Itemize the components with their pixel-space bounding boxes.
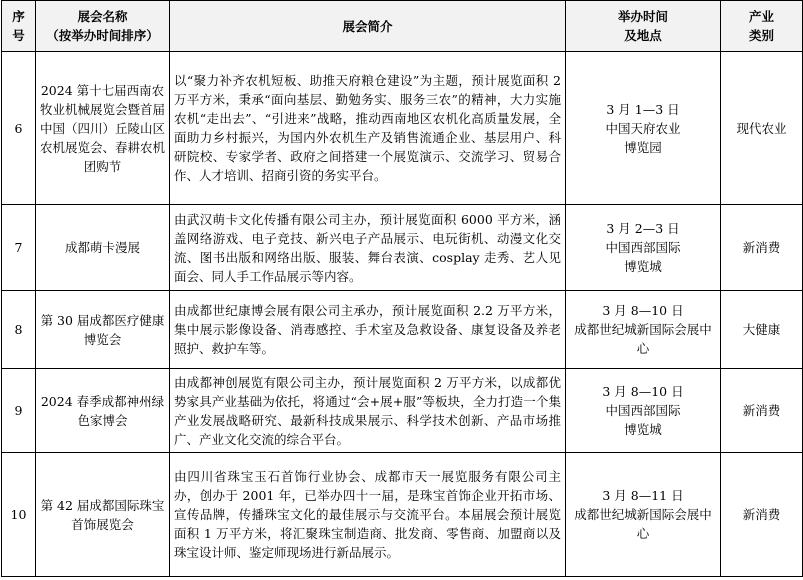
row-name: 成都萌卡漫展 — [36, 205, 170, 291]
header-category: 产业 类别 — [721, 1, 803, 52]
row-name: 2024 第十七届西南农牧业机械展览会暨首届中国（四川）丘陵山区农机展览会、春耕农机团购节 — [36, 52, 170, 205]
row-intro: 由成都世纪康博会展有限公司主承办，预计展览面积 2.2 万平方米，集中展示影像设备、消毒感控、手术室及急救设备、康复设备及养老照护、救护车等。 — [170, 291, 566, 369]
row-time-place: 3 月 8—11 日 成都世纪城新国际会展中心 — [566, 453, 721, 577]
row-no: 10 — [2, 453, 36, 577]
row-no: 8 — [2, 291, 36, 369]
row-name: 2024 春季成都神州绿色家博会 — [36, 369, 170, 453]
row-category: 大健康 — [721, 291, 803, 369]
row-intro: 由武汉萌卡文化传播有限公司主办，预计展览面积 6000 平方米，涵盖网络游戏、电子竞技、新兴电子产品展示、电玩街机、动漫文化交流、图书出版和网络出版、服装、舞台表演、cosplay 走秀、艺人见面会、同人手工作品展示等内容。 — [170, 205, 566, 291]
header-no: 序 号 — [2, 1, 36, 52]
row-intro: 由成都神创展览有限公司主办，预计展览面积 2 万平方米，以成都优势家具产业基础为依托，将通过“会+展+服”等板块，全力打造一个集产业发展战略研究、最新科技成果展示、科学技术创新、产品市场推广、产业文化交流的综合平台。 — [170, 369, 566, 453]
table-row — [2, 291, 803, 369]
row-intro: 由四川省珠宝玉石首饰行业协会、成都市天一展览服务有限公司主办，创办于 2001 年，已举办四十一届，是珠宝首饰企业开拓市场、宣传品牌，传播珠宝文化的最佳展示与交流平台。本届展会预计展览面积 1 万平方米，将汇聚珠宝制造商、批发商、零售商、加盟商以及珠宝设计师、鉴定师现场进行新品展示。 — [170, 453, 566, 577]
table-row — [2, 205, 803, 291]
table-header-row — [2, 1, 803, 52]
row-category: 现代农业 — [721, 52, 803, 205]
row-category: 新消费 — [721, 369, 803, 453]
header-intro: 展会简介 — [170, 1, 566, 52]
row-no: 6 — [2, 52, 36, 205]
header-name: 展会名称 （按举办时间排序） — [36, 1, 170, 52]
row-no: 7 — [2, 205, 36, 291]
header-time-place: 举办时间 及地点 — [566, 1, 721, 52]
table-row — [2, 52, 803, 205]
expo-schedule-table — [1, 0, 803, 577]
row-name: 第 42 届成都国际珠宝首饰展览会 — [36, 453, 170, 577]
row-time-place: 3 月 1—3 日 中国天府农业 博览园 — [566, 52, 721, 205]
table-row — [2, 453, 803, 577]
row-time-place: 3 月 8—10 日 成都世纪城新国际会展中心 — [566, 291, 721, 369]
row-category: 新消费 — [721, 453, 803, 577]
row-time-place: 3 月 8—10 日 中国西部国际 博览城 — [566, 369, 721, 453]
row-time-place: 3 月 2—3 日 中国西部国际 博览城 — [566, 205, 721, 291]
row-intro: 以“聚力补齐农机短板、助推天府粮仓建设”为主题，预计展览面积 2 万平方米，秉承“面向基层、勤勉务实、服务三农”的精神，大力实施农机“走出去”、“引进来”战略，推动西南地区农机化高质量发展，全面助力乡村振兴，为国内外农机生产及销售流通企业、基层用户、科研院校、专家学者、政府之间搭建一个展览演示、交流学习、贸易合作、人才培训、招商引资的务实平台。 — [170, 52, 566, 205]
row-no: 9 — [2, 369, 36, 453]
row-name: 第 30 届成都医疗健康博览会 — [36, 291, 170, 369]
table-row — [2, 369, 803, 453]
row-category: 新消费 — [721, 205, 803, 291]
